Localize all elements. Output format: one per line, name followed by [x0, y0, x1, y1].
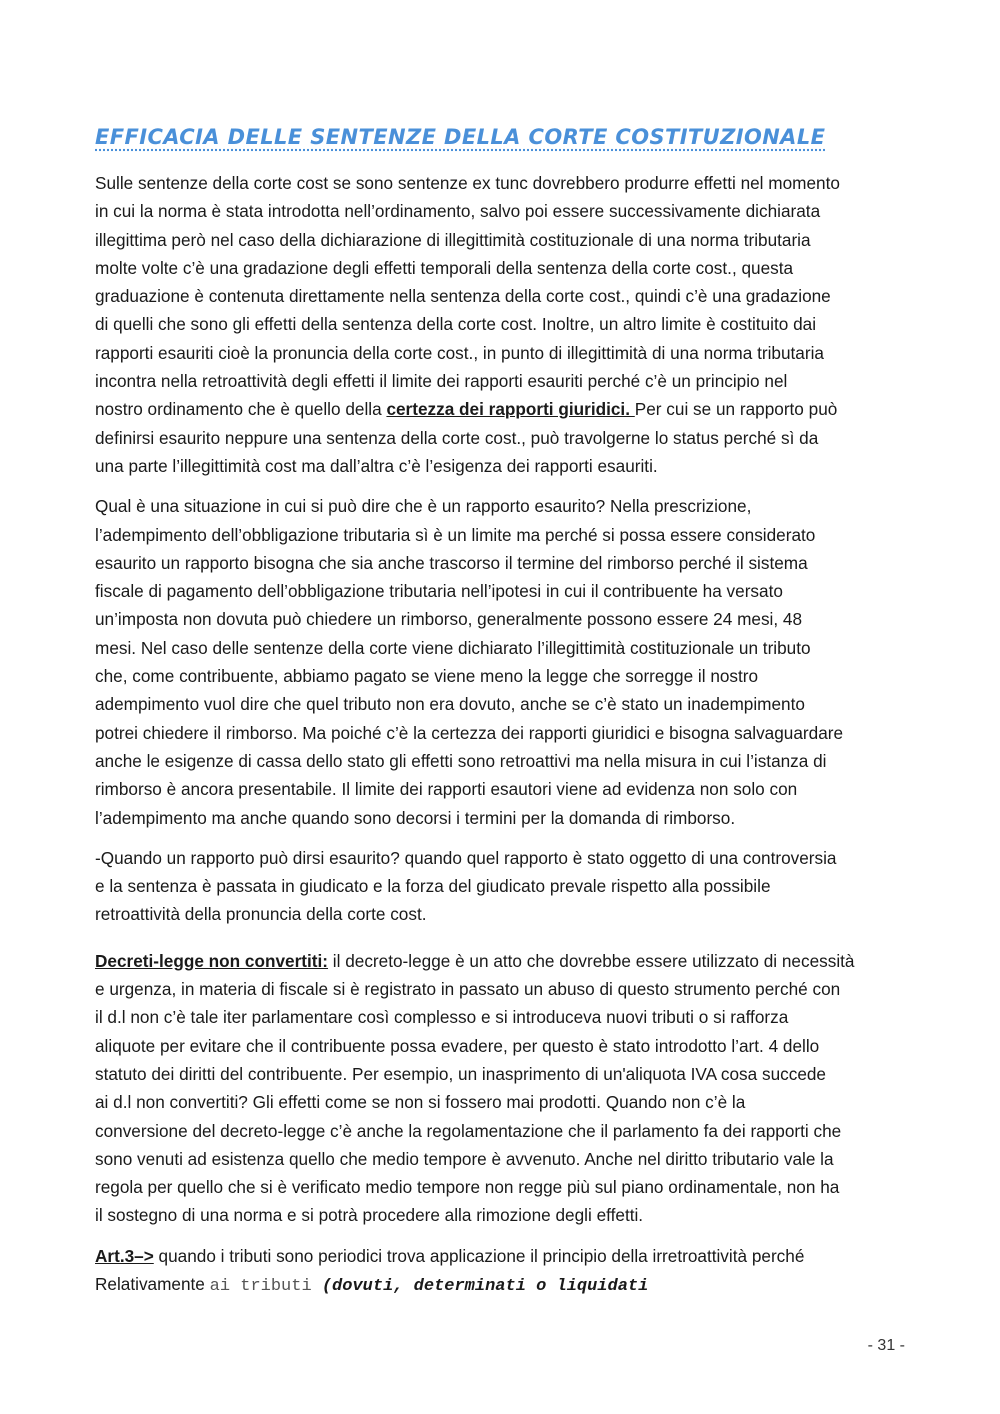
- underlined-term: Decreti-legge non convertiti:: [95, 950, 329, 971]
- paragraph-4: [95, 947, 907, 1230]
- underlined-term: Art.3–>: [95, 1245, 154, 1266]
- paragraph-3: [95, 844, 907, 929]
- text-line: fiscale di pagamento dell’obbligazione tributaria nell’ipotesi in cui il contribuente ha versato: [95, 581, 783, 602]
- text-line: illegittima però nel caso della dichiarazione di illegittimità costituzionale di una norma tributaria: [95, 229, 811, 250]
- text-line: il sostegno di una norma e si potrà procedere alla rimozione degli effetti.: [95, 1205, 644, 1226]
- text-fragment: quando i tributi sono periodici trova applicazione il principio della irretroattività perché: [153, 1245, 805, 1266]
- text-line: definirsi esaurito neppure una sentenza della corte cost., può travolgerne lo status perché sì da: [95, 427, 819, 448]
- text-fragment: Relativamente: [95, 1273, 210, 1294]
- paragraph-5: [95, 1242, 907, 1302]
- text-line: molte volte c’è una gradazione degli effetti temporali della sentenza della corte cost., questa: [95, 257, 794, 278]
- text-fragment: nostro ordinamento che è quello della: [95, 399, 387, 420]
- underlined-term: certezza dei rapporti giuridici.: [386, 399, 635, 420]
- text-line: regola per quello che si è verificato medio tempore non regge più sul piano ordinamentale, non ha: [95, 1177, 840, 1198]
- text-line: [95, 1242, 907, 1270]
- text-line: di quelli che sono gli effetti della sentenza della corte cost. Inoltre, un altro limite è costituito dai: [95, 314, 817, 335]
- text-line: l’adempimento ma anche quando sono decorsi i termini per la domanda di rimborso.: [95, 807, 736, 828]
- text-line: -Quando un rapporto può dirsi esaurito? quando quel rapporto è stato oggetto di una controversia: [95, 847, 837, 868]
- text-line: potrei chiedere il rimborso. Ma poiché c’è la certezza dei rapporti giuridici e bisogna salvaguardare: [95, 722, 844, 743]
- text-fragment: Per cui se un rapporto può: [634, 399, 838, 420]
- text-line: mesi. Nel caso delle sentenze della corte viene dichiarato l’illegittimità costituzionale un tributo: [95, 637, 811, 658]
- paragraph-2: [95, 492, 907, 832]
- text-line: sono venuti ad esistenza quello che medio tempore è avvenuto. Anche nel diritto tributario vale la: [95, 1148, 834, 1169]
- text-line: incontra nella retroattività degli effetti il limite dei rapporti esauriti perché c’è un principio nel: [95, 371, 788, 392]
- text-line: ai d.l non convertiti? Gli effetti come se non si fossero mai prodotti. Quando non c’è la: [95, 1092, 746, 1113]
- text-line: [95, 1270, 907, 1301]
- text-line: statuto dei diritti del contribuente. Per esempio, un inasprimento di un'aliquota IVA cosa succede: [95, 1063, 826, 1084]
- text-line: e urgenza, in materia di fiscale si è registrato in passato un abuso di questo strumento perché con: [95, 979, 841, 1000]
- text-line: il d.l non c’è tale iter parlamentare così complesso e si introduceva nuovi tributi o si rafforza: [95, 1007, 789, 1028]
- text-line: che, come contribuente, abbiamo pagato se viene meno la legge che sorregge il nostro: [95, 666, 759, 687]
- text-line: Sulle sentenze della corte cost se sono sentenze ex tunc dovrebbero produrre effetti nel momento: [95, 173, 840, 193]
- text-line: adempimento vuol dire che quel tributo non era dovuto, anche se c’è stato un inadempimento: [95, 694, 805, 715]
- text-line: rimborso è ancora presentabile. Il limite dei rapporti esautori viene ad evidenza non solo con: [95, 779, 798, 800]
- text-line: anche le esigenze di cassa dello stato gli effetti sono retroattivi ma nella misura in cui l’istanza di: [95, 750, 827, 771]
- monospace-text: ai tributi: [209, 1276, 322, 1296]
- text-line: Qual è una situazione in cui si può dire che è un rapporto esaurito? Nella prescrizione,: [95, 496, 752, 517]
- text-line: in cui la norma è stata introdotta nell’ordinamento, salvo poi essere successivamente dichiarata: [95, 201, 821, 222]
- text-line: una parte l’illegittimità cost ma dall’altra c’è l’esigenza dei rapporti esauriti.: [95, 455, 658, 476]
- text-line: [95, 947, 907, 975]
- text-fragment: il decreto-legge è un atto che dovrebbe essere utilizzato di necessità: [328, 950, 855, 971]
- text-line: un’imposta non dovuta può chiedere un rimborso, generalmente possono essere 24 mesi, 48: [95, 609, 803, 630]
- document-page: [95, 125, 907, 1313]
- section-heading: EFFICACIA DELLE SENTENZE DELLA CORTE COSTITUZIONALE: [95, 125, 826, 149]
- text-line: aliquote per evitare che il contribuente possa evadere, per questo è stato introdotto l’art. 4 dello: [95, 1035, 820, 1056]
- text-line: [95, 395, 907, 423]
- paragraph-1: [95, 169, 907, 480]
- text-line: e la sentenza è passata in giudicato e la forza del giudicato prevale rispetto alla possibile: [95, 876, 771, 897]
- text-line: rapporti esauriti cioè la pronuncia della corte cost., in punto di illegittimità di una norma tributaria: [95, 342, 824, 363]
- text-line: conversione del decreto-legge c’è anche la regolamentazione che il parlamento fa dei rapporti che: [95, 1120, 842, 1141]
- text-line: retroattività della pronuncia della corte cost.: [95, 904, 427, 925]
- text-line: esaurito un rapporto bisogna che sia anche trascorso il termine del rimborso perché il sistema: [95, 552, 808, 573]
- text-line: graduazione è contenuta direttamente nella sentenza della corte cost., quindi c’è una gradazione: [95, 286, 831, 307]
- text-line: l’adempimento dell’obbligazione tributaria sì è un limite ma perché si possa essere considerato: [95, 524, 816, 545]
- page-number: - 31 -: [867, 1337, 905, 1354]
- monospace-bold-text: (dovuti, determinati o liquidati: [321, 1276, 649, 1296]
